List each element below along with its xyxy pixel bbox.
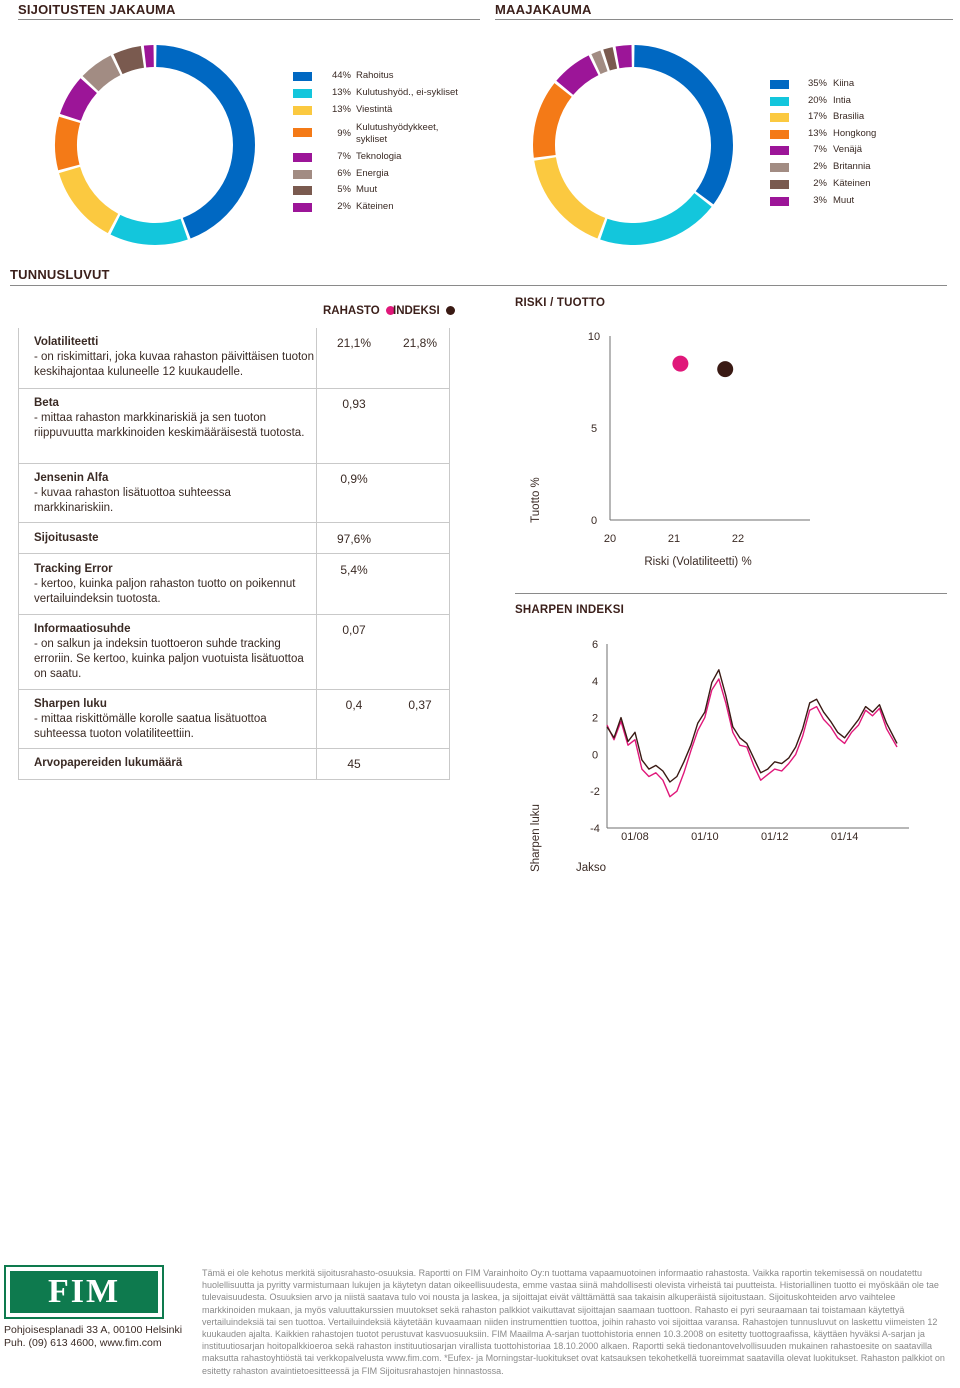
row-fund-value: 0,4 bbox=[345, 698, 363, 712]
scatter-point bbox=[717, 361, 733, 377]
x-tick-label: 01/08 bbox=[621, 831, 649, 843]
footer-phone: Puh. (09) 613 4600, www.fim.com bbox=[4, 1337, 162, 1349]
allocation-donut bbox=[52, 42, 258, 248]
row-name: Arvopapereiden lukumäärä bbox=[34, 757, 183, 769]
index-column-header bbox=[393, 305, 455, 317]
legend-swatch bbox=[293, 186, 312, 195]
table-row bbox=[18, 328, 450, 389]
legend-label: Käteinen bbox=[356, 201, 394, 212]
allocation-slice bbox=[156, 45, 255, 238]
legend-label: Kulutushyöd., ei-sykliset bbox=[356, 87, 458, 98]
allocation-title: SIJOITUSTEN JAKAUMA bbox=[18, 2, 176, 17]
legend-swatch bbox=[770, 180, 789, 189]
legend-pct: 35% bbox=[807, 78, 827, 89]
legend-label: Teknologia bbox=[356, 151, 402, 162]
row-description: - mittaa riskittömälle korolle saatua lisätuottoa suhteessa tuoton volatiliteettiin. bbox=[34, 713, 267, 740]
y-tick-label: 0 bbox=[591, 749, 599, 762]
y-tick-label: 2 bbox=[591, 712, 599, 725]
row-fund-value: 0,93 bbox=[342, 397, 366, 411]
x-tick-label: 22 bbox=[731, 533, 745, 545]
row-description: - on salkun ja indeksin tuottoeron suhde tracking erroriin. Se kertoo, kuinka paljon vuotuista lisätuottoa on saatu. bbox=[34, 638, 304, 680]
figures-rule bbox=[10, 285, 947, 286]
legend-pct: 2% bbox=[813, 161, 827, 172]
legend-pct: 44% bbox=[331, 70, 351, 81]
x-tick-label: 20 bbox=[603, 533, 617, 545]
legend-swatch bbox=[770, 146, 789, 155]
legend-swatch bbox=[770, 197, 789, 206]
fund-column-label: RAHASTO bbox=[323, 305, 380, 317]
legend-pct: 13% bbox=[331, 87, 351, 98]
y-tick-label: -4 bbox=[590, 823, 600, 835]
legend-label: Energia bbox=[356, 168, 389, 179]
table-row bbox=[18, 554, 450, 615]
legend-swatch bbox=[293, 128, 312, 137]
legend-swatch bbox=[770, 97, 789, 106]
legend-label: Intia bbox=[833, 95, 851, 106]
allocation-slice bbox=[144, 45, 154, 67]
legend-swatch bbox=[293, 153, 312, 162]
legend-pct: 2% bbox=[813, 178, 827, 189]
legend-swatch bbox=[770, 130, 789, 139]
table-row bbox=[18, 389, 450, 464]
row-fund-value: 97,6% bbox=[336, 532, 372, 546]
fund-column-header bbox=[323, 305, 395, 317]
risk-return-chart bbox=[515, 320, 815, 580]
legend-label: Rahoitus bbox=[356, 70, 394, 81]
sharpe-chart bbox=[515, 630, 915, 880]
legend-label: Käteinen bbox=[833, 178, 871, 189]
legend-swatch bbox=[293, 203, 312, 212]
sharpe-top-rule bbox=[515, 593, 947, 594]
country-slice bbox=[534, 157, 605, 238]
legend-swatch bbox=[770, 163, 789, 172]
y-axis-label: Sharpen luku bbox=[530, 804, 542, 872]
legend-swatch bbox=[293, 170, 312, 179]
y-tick-label: -2 bbox=[590, 786, 600, 799]
legend-pct: 13% bbox=[807, 128, 827, 139]
row-description: - kuvaa rahaston lisätuottoa suhteessa markkinariskiin. bbox=[34, 487, 231, 514]
scatter-point bbox=[672, 356, 688, 372]
legend-pct: 7% bbox=[813, 144, 827, 155]
table-row bbox=[18, 690, 450, 749]
allocation-legend bbox=[293, 70, 483, 220]
series-line bbox=[607, 679, 897, 797]
sharpe-title: SHARPEN INDEKSI bbox=[515, 604, 625, 616]
index-dot-icon bbox=[446, 306, 455, 315]
row-name: Beta bbox=[34, 397, 59, 409]
fim-logo bbox=[4, 1265, 164, 1319]
row-name: Tracking Error bbox=[34, 563, 113, 575]
legend-pct: 17% bbox=[807, 111, 827, 122]
series-line bbox=[607, 670, 897, 782]
allocation-slice bbox=[113, 46, 144, 74]
allocation-slice bbox=[60, 78, 97, 120]
table-row bbox=[18, 749, 450, 780]
country-slice bbox=[600, 193, 711, 245]
y-tick-label: 5 bbox=[590, 423, 598, 435]
row-name: Sijoitusaste bbox=[34, 532, 99, 544]
fim-logo-text: FIM bbox=[47, 1273, 121, 1310]
legend-swatch bbox=[293, 72, 312, 81]
legend-pct: 6% bbox=[337, 168, 351, 179]
x-tick-label: 01/14 bbox=[830, 831, 859, 843]
table-row bbox=[18, 615, 450, 690]
country-donut bbox=[530, 42, 736, 248]
y-tick-label: 6 bbox=[591, 639, 599, 651]
legend-swatch bbox=[770, 80, 789, 89]
legend-label: Kiina bbox=[833, 78, 855, 89]
country-slice bbox=[634, 45, 733, 204]
row-name: Jensenin Alfa bbox=[34, 472, 109, 484]
x-tick-label: 01/12 bbox=[760, 831, 789, 843]
country-rule bbox=[495, 19, 953, 20]
allocation-slice bbox=[59, 167, 118, 233]
legend-pct: 9% bbox=[337, 128, 351, 139]
country-slice bbox=[556, 55, 598, 95]
row-fund-value: 5,4% bbox=[340, 563, 368, 577]
legend-pct: 5% bbox=[337, 184, 351, 195]
legend-pct: 13% bbox=[331, 104, 351, 115]
allocation-rule bbox=[18, 19, 480, 20]
footer-disclaimer: Tämä ei ole kehotus merkitä sijoitusrahasto-osuuksia. Raportti on FIM Varainhoito Oy:n tuottama vapaamuotoinen informaatio rahastosta. Vaikka raportin tekemisessä on noudatettu huolellisuutta ja pyritty varmistumaan lukujen ja käytetyn datan oikeellisuudesta, emme vastaa siinä mahdollisesti olevista virheistä tai puutteista. Historiallinen tuotto ei myöskään ole tae tulevaisuudesta. Osuuksien arvo ja niistä saatava tulo voi nousta ja laskea, ja sijoittajat eivät välttämättä saa takaisin alkuperäistä sijoitustaan. Sijoituskohteiden arvo vaihtelee markkinoiden mukaan, ja myös valuuttakurssien muutokset sekä rahaston palkkiot vaikuttavat sijoittajan saamaan tuottoon. Rahasto ei pyri seuraamaan tai toistamaan käytettyä vertailuindeksiä tai sen tuottoa. Vertailuindeksiä käytetään kuvaamaan niiden instrumenttien tuottoa, joihin rahasto voi sijoittaa varansa. Rahastojen tunnusluvut on laskettu viimeisten 12 kuukauden ajalta. Kaikkien rahastojen tuotot perustuvat kasvuosuuksiin. FIM Maailma A-sarjan tuottohistoria ennen 10.3.2008 on esitetty tuottograafissa, käyttäen hyväksi A-sarjan ja instituutiosarjan hoitopalkkioeroa sekä rahaston instituutiosarjan virallista tuottohistoriaa 18.10.2000 alkaen. Raportti sekä tiedonantovelvollisuuden mukainen rahastoesite on saatavilla maksutta rahastoyhtiöstä tai verkkopalvelusta www.fim.com. *Eufex- ja Morningstar-luokitukset ovat katsauksen tekohetkellä tuoreimmat saatavilla olevat luokitukset. Rahaston palkkiot on esitetty rahaston avaintietoesitteessä ja FIM Sijoitusrahastojen hinnastossa. bbox=[202, 1268, 945, 1376]
y-tick-label: 4 bbox=[591, 675, 599, 688]
legend-swatch bbox=[293, 89, 312, 98]
legend-pct: 2% bbox=[337, 201, 351, 212]
row-description: - mittaa rahaston markkinariskiä ja sen tuoton riippuvuutta markkinoiden keskimääräisestä tuotosta. bbox=[34, 412, 305, 439]
row-fund-value: 0,07 bbox=[342, 623, 366, 637]
key-figures-table bbox=[18, 328, 450, 780]
risk-return-title: RISKI / TUOTTO bbox=[515, 297, 606, 309]
legend-label: Kulutushyödykkeet, sykliset bbox=[356, 122, 439, 145]
x-axis-label: Jakso bbox=[575, 862, 607, 874]
fim-logo-box bbox=[10, 1271, 158, 1313]
allocation-slice bbox=[111, 215, 188, 245]
legend-pct: 20% bbox=[807, 95, 827, 106]
country-slice bbox=[616, 45, 632, 68]
x-tick-label: 01/10 bbox=[691, 831, 719, 843]
table-row bbox=[18, 523, 450, 554]
country-slice bbox=[533, 83, 572, 158]
legend-label: Viestintä bbox=[356, 104, 393, 115]
row-name: Informaatiosuhde bbox=[34, 623, 131, 635]
table-row bbox=[18, 464, 450, 523]
row-index-value: 21,8% bbox=[402, 336, 438, 350]
legend-label: Venäjä bbox=[833, 144, 863, 155]
x-axis-label: Riski (Volatiliteetti) % bbox=[644, 556, 752, 568]
legend-swatch bbox=[770, 113, 789, 122]
legend-pct: 3% bbox=[813, 195, 827, 206]
row-description: - on riskimittari, joka kuvaa rahaston päivittäisen tuoton keskihajontaa kuluneelle 12 kuukaudelle. bbox=[34, 351, 314, 378]
figures-title: TUNNUSLUVUT bbox=[10, 267, 110, 282]
row-index-value: 0,37 bbox=[408, 698, 432, 712]
y-tick-label: 0 bbox=[590, 515, 598, 527]
legend-label: Hongkong bbox=[833, 128, 877, 139]
row-fund-value: 45 bbox=[347, 757, 361, 771]
allocation-slice bbox=[55, 117, 80, 170]
index-column-label: INDEKSI bbox=[393, 305, 440, 317]
y-axis-label: Tuotto % bbox=[530, 477, 542, 523]
legend-label: Britannia bbox=[833, 161, 871, 172]
country-title: MAAJAKAUMA bbox=[495, 2, 592, 17]
row-fund-value: 0,9% bbox=[340, 472, 368, 486]
y-tick-label: 10 bbox=[587, 331, 601, 343]
row-name: Volatiliteetti bbox=[34, 336, 99, 348]
row-name: Sharpen luku bbox=[34, 698, 107, 710]
footer-address: Pohjoisesplanadi 33 A, 00100 Helsinki bbox=[4, 1324, 183, 1336]
legend-label: Muut bbox=[356, 184, 378, 195]
legend-label: Brasilia bbox=[833, 111, 865, 122]
country-legend bbox=[770, 78, 950, 208]
row-fund-value: 21,1% bbox=[336, 336, 372, 350]
legend-pct: 7% bbox=[337, 151, 351, 162]
x-tick-label: 21 bbox=[667, 533, 681, 545]
row-description: - kertoo, kuinka paljon rahaston tuotto on poikennut vertailuindeksin tuotosta. bbox=[34, 578, 296, 605]
legend-swatch bbox=[293, 106, 312, 115]
legend-label: Muut bbox=[833, 195, 855, 206]
